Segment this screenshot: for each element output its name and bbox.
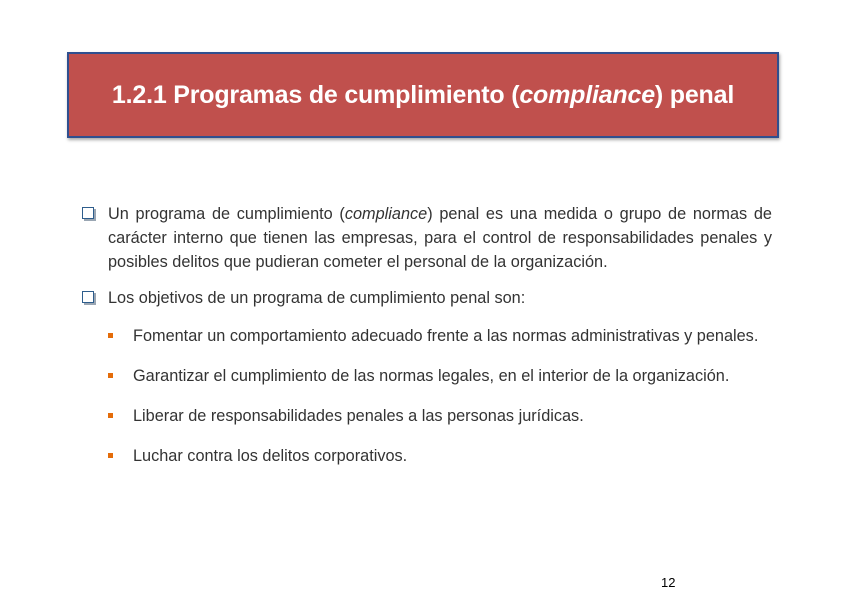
objectives-list <box>80 324 772 468</box>
slide-title-emphasis: compliance <box>519 80 655 109</box>
objectives-intro: Los objetivos de un programa de cumplimiento penal son: <box>108 289 526 307</box>
objectives-item <box>80 286 772 310</box>
objective-text: Luchar contra los delitos corporativos. <box>133 447 408 465</box>
definition-text-start: Un programa de cumplimiento ( <box>108 205 345 223</box>
slide-title-prefix: 1.2.1 Programas de cumplimiento ( <box>111 80 520 109</box>
square-bullet-icon <box>108 413 113 418</box>
slide-title-banner <box>67 52 779 138</box>
square-bullet-icon <box>108 333 113 338</box>
objective-item <box>80 444 772 468</box>
page-number: 12 <box>661 575 676 590</box>
slide-title <box>112 81 734 110</box>
objective-text: Liberar de responsabilidades penales a las personas jurídicas. <box>133 407 584 425</box>
definition-item <box>80 202 772 274</box>
definition-text-end: ) penal es una medida o grupo de normas de carácter interno que tienen las empresas, para el control de responsabilidades penales y posibles delitos que pudieran cometer el personal de la organización. <box>108 205 772 271</box>
checkbox-bullet-icon <box>82 291 94 303</box>
definition-text-emphasis: compliance <box>344 205 428 223</box>
objective-text: Garantizar el cumplimiento de las normas legales, en el interior de la organización. <box>133 367 730 385</box>
square-bullet-icon <box>108 373 113 378</box>
objective-item <box>80 404 772 428</box>
objective-text: Fomentar un comportamiento adecuado frente a las normas administrativas y penales. <box>133 327 759 345</box>
slide-content <box>80 202 772 484</box>
slide-title-suffix: ) penal <box>654 80 735 109</box>
objective-item <box>80 364 772 388</box>
square-bullet-icon <box>108 453 113 458</box>
objective-item <box>80 324 772 348</box>
checkbox-bullet-icon <box>82 207 94 219</box>
